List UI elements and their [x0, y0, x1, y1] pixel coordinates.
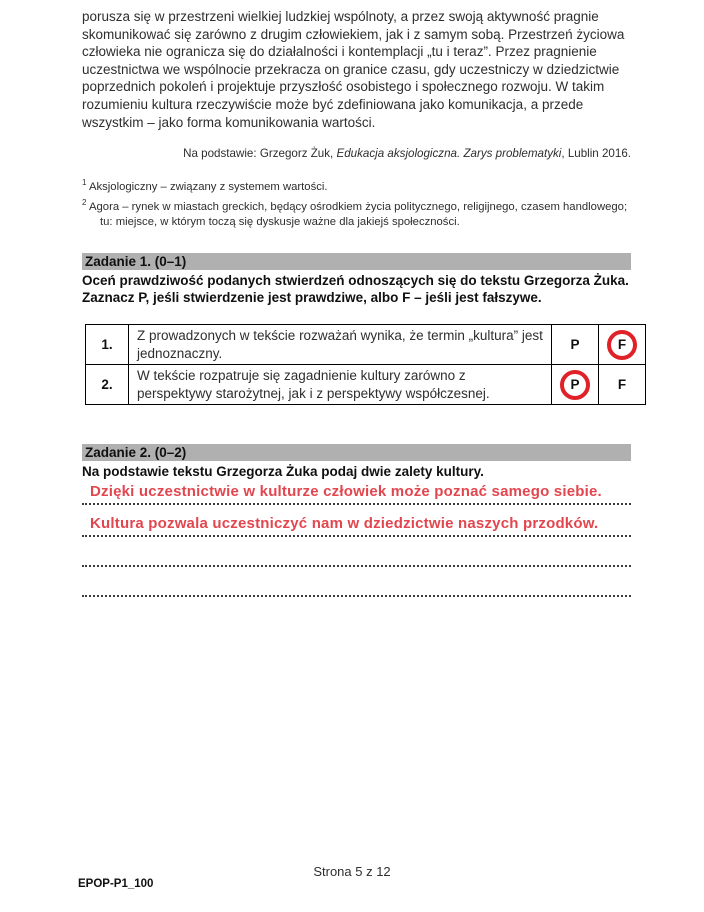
row-1-option-f[interactable] [599, 325, 646, 365]
row-2-number: 2. [86, 365, 129, 405]
footnote-2-text: Agora – rynek w miastach greckich, będący ośrodkiem życia politycznego, religijnego, czasem handlowego; [88, 200, 628, 213]
footnotes [82, 175, 631, 230]
row-1-f-circle-mark [607, 330, 637, 360]
answer-line-2[interactable] [82, 505, 631, 537]
source-text-paragraph: porusza się w przestrzeni wielkiej ludzkiej wspólnoty, a przez swoją aktywność pragnie skomunikować się zarówno z drugim człowiekiem, jak i z samym sobą. Przestrzeń życiowa człowieka nie ogranicza się do działalności i kontemplacji „tu i teraz”. Przez pragnienie uczestnictwa we wspólnocie przekracza on granice czasu, gdy uczestniczy w dziedzictwie poprzednich pokoleń i projektuje przyszłość osobistego i społecznego rozwoju. W takim rozumieniu kultura rzeczywiście może być zdefiniowana jako komunikacja, a przede wszystkim – jako forma komunikowania wartości. [82, 9, 625, 130]
answer-1-text: Dzięki uczestnictwie w kulturze człowiek może poznać samego siebie. [90, 483, 602, 500]
row-2-f-circle-mark [607, 370, 637, 400]
footnote-2-continuation: tu: miejsce, w którym toczą się dyskusje ważne dla jakiejś społeczności. [100, 215, 460, 228]
task2-header-label: Zadanie 2. (0–2) [85, 445, 187, 460]
citation-suffix: , Lublin 2016. [561, 147, 631, 160]
footnote-1-text: Aksjologiczny – związany z systemem wartości. [88, 180, 328, 193]
task2-header-bar [82, 444, 631, 461]
row-2-statement: W tekście rozpatruje się zagadnienie kultury zarówno z perspektywy starożytnej, jak i z perspektywy współczesnej. [129, 365, 552, 405]
page-indicator: Strona 5 z 12 [313, 864, 391, 879]
row-1-p-circle-mark [560, 330, 590, 360]
table-row-1 [86, 325, 646, 365]
task1-instruction [82, 272, 631, 306]
answer-2-text: Kultura pozwala uczestniczyć nam w dziedzictwie naszych przodków. [90, 515, 599, 532]
footnote-2 [82, 195, 631, 230]
footnote-1-marker: 1 [82, 178, 87, 187]
row-2-p-circle-mark [560, 370, 590, 400]
task2-instruction: Na podstawie tekstu Grzegorza Żuka podaj dwie zalety kultury. [82, 464, 484, 479]
task1-instruction-line2: Zaznacz P, jeśli stwierdzenie jest prawdziwe, albo F – jeśli jest fałszywe. [82, 290, 542, 305]
form-code: EPOP-P1_100 [78, 878, 154, 890]
footnote-2-marker: 2 [82, 197, 87, 207]
true-false-table [85, 324, 646, 405]
row-2-option-p[interactable] [552, 365, 599, 405]
row-2-option-f[interactable] [599, 365, 646, 405]
task2-answer-area [82, 482, 631, 597]
row-1-f-label: F [617, 337, 627, 352]
task1-header-label: Zadanie 1. (0–1) [85, 254, 187, 269]
citation-title: Edukacja aksjologiczna. Zarys problematyki [336, 147, 562, 160]
row-1-statement: Z prowadzonych w tekście rozważań wynika, że termin „kultura” jest jednoznaczny. [129, 325, 552, 365]
row-1-option-p[interactable] [552, 325, 599, 365]
answer-line-4[interactable] [82, 567, 631, 597]
row-1-number: 1. [86, 325, 129, 365]
answer-line-3[interactable] [82, 537, 631, 567]
source-citation [82, 147, 631, 160]
footnote-1 [82, 175, 631, 195]
row-2-f-label: F [617, 377, 627, 392]
citation-prefix: Na podstawie: Grzegorz Żuk, [183, 147, 337, 160]
task1-instruction-line1: Oceń prawdziwość podanych stwierdzeń odnoszących się do tekstu Grzegorza Żuka. [82, 273, 629, 288]
row-1-p-label: P [570, 337, 580, 352]
task1-header-bar [82, 253, 631, 270]
row-2-p-label: P [570, 377, 580, 392]
table-row-2 [86, 365, 646, 405]
answer-line-1[interactable] [82, 482, 631, 505]
